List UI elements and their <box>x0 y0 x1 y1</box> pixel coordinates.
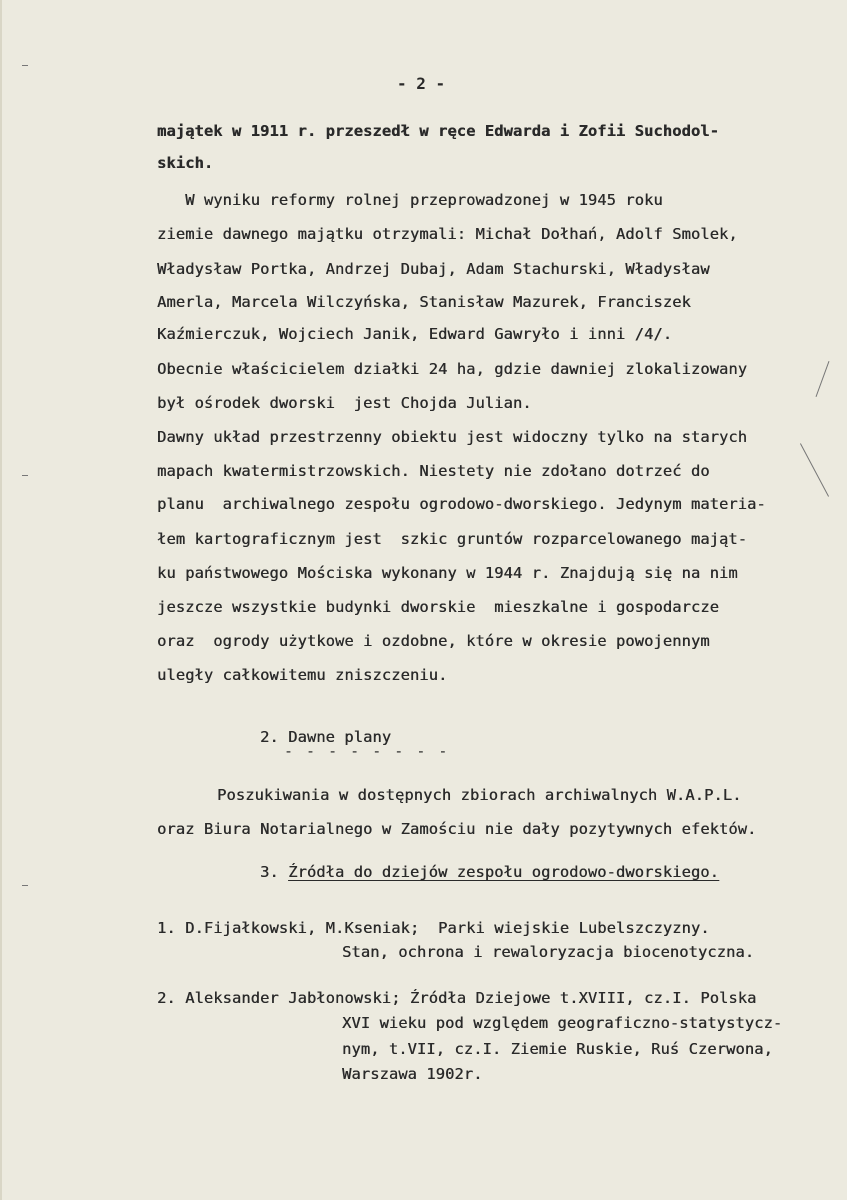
text-line: W wyniku reformy rolnej przeprowadzonej w 1945 roku <box>157 191 663 209</box>
text-line: mapach kwatermistrzowskich. Niestety nie zdołano dotrzeć do <box>157 462 710 480</box>
text-line: uległy całkowitemu zniszczeniu. <box>157 666 448 684</box>
pencil-mark <box>800 443 829 496</box>
section-title: Źródła do dziejów zespołu ogrodowo-dworskiego. <box>288 863 719 881</box>
source-entry-continuation: XVI wieku pod względem geograficzno-statystycz- <box>342 1014 783 1032</box>
text-line: ku państwowego Mościska wykonany w 1944 r. Znajdują się na nim <box>157 564 738 582</box>
text-line: planu archiwalnego zespołu ogrodowo-dworskiego. Jedynym materia- <box>157 495 766 513</box>
source-entry-continuation: nym, t.VII, cz.I. Ziemie Ruskie, Ruś Czerwona, <box>342 1040 773 1058</box>
text-line: ziemie dawnego majątku otrzymali: Michał Dołhań, Adolf Smolek, <box>157 225 738 243</box>
source-entry: 1. D.Fijałkowski, M.Kseniak; Parki wiejskie Lubelszczyzny. <box>157 919 710 937</box>
page-number: - 2 - <box>397 74 446 93</box>
text-line: majątek w 1911 r. przeszedł w ręce Edwarda i Zofii Suchodol- <box>157 122 719 140</box>
text-line: Poszukiwania w dostępnych zbiorach archiwalnych W.A.P.L. <box>217 786 742 804</box>
source-entry: 2. Aleksander Jabłonowski; Źródła Dziejowe t.XVIII, cz.I. Polska <box>157 989 757 1007</box>
heading-underline-dashes: - - - - - - - - <box>284 742 450 760</box>
text-line: Dawny układ przestrzenny obiektu jest widoczny tylko na starych <box>157 428 748 446</box>
section-number: 3. <box>260 863 279 881</box>
pencil-mark <box>816 361 830 397</box>
text-line: łem kartograficznym jest szkic gruntów rozparcelowanego mająt- <box>157 530 748 548</box>
text-line: oraz Biura Notarialnego w Zamościu nie dały pozytywnych efektów. <box>157 820 757 838</box>
section-heading <box>260 862 719 882</box>
section-heading: 2. Dawne plany <box>260 728 392 746</box>
text-line: oraz ogrody użytkowe i ozdobne, które w okresie powojennym <box>157 632 710 650</box>
text-line: jeszcze wszystkie budynki dworskie mieszkalne i gospodarcze <box>157 598 719 616</box>
margin-mark <box>22 475 28 476</box>
source-entry-continuation: Stan, ochrona i rewaloryzacja biocenotyczna. <box>342 943 755 961</box>
text-line: był ośrodek dworski jest Chojda Julian. <box>157 394 532 412</box>
text-line: Amerla, Marcela Wilczyńska, Stanisław Mazurek, Franciszek <box>157 293 691 311</box>
text-line: skich. <box>157 154 214 172</box>
margin-mark <box>22 65 28 66</box>
source-entry-continuation: Warszawa 1902r. <box>342 1065 483 1083</box>
margin-mark <box>22 885 28 886</box>
text-line: Obecnie właścicielem działki 24 ha, gdzie dawniej zlokalizowany <box>157 360 748 378</box>
text-line: Kaźmierczuk, Wojciech Janik, Edward Gawryło i inni /4/. <box>157 325 673 343</box>
text-line: Władysław Portka, Andrzej Dubaj, Adam Stachurski, Władysław <box>157 260 710 278</box>
